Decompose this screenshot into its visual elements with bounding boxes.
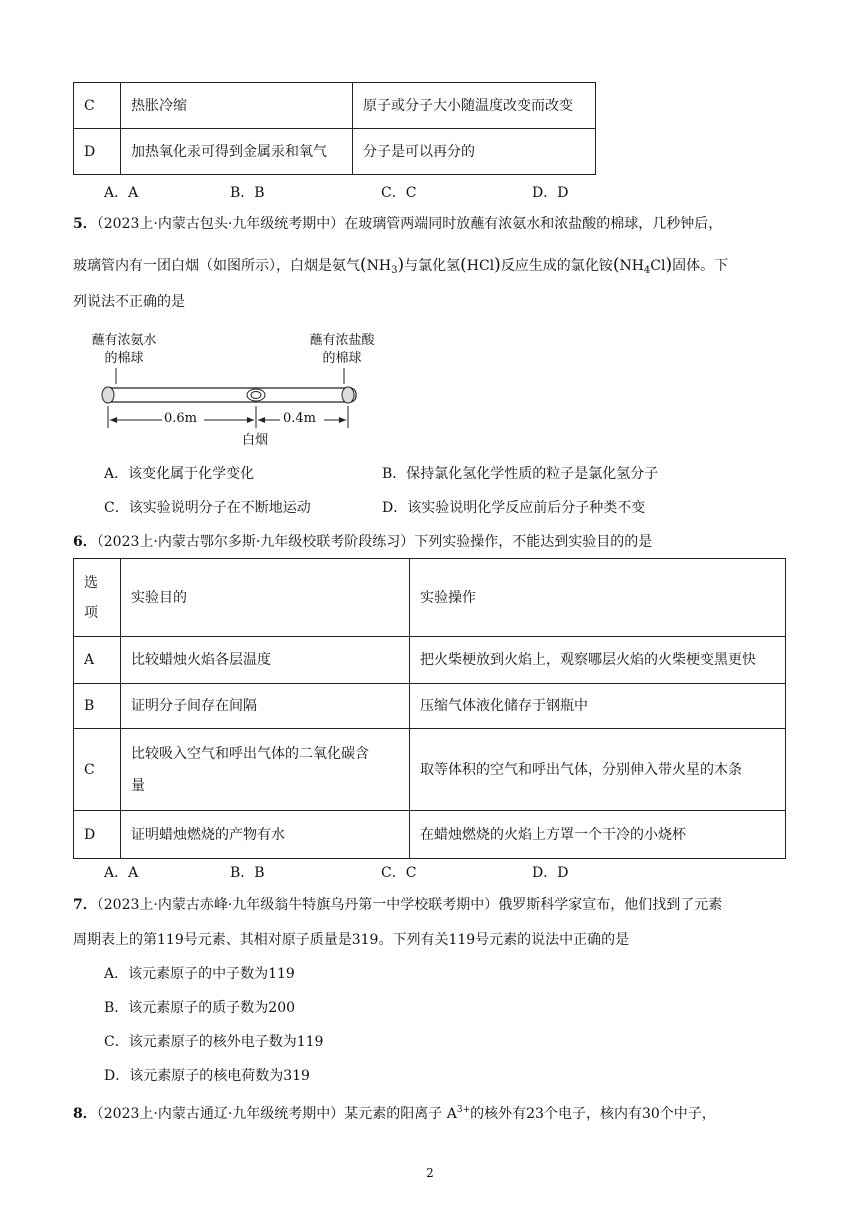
operation-cell: 把火柴梗放到火焰上，观察哪层火焰的火柴梗变黑更快	[410, 637, 786, 684]
option-cell: B	[74, 684, 121, 729]
q4-option-c[interactable]: C．C	[381, 185, 417, 201]
option-cell: D	[74, 811, 121, 859]
left-cotton-ball	[102, 387, 114, 403]
table-row	[74, 637, 786, 684]
purpose-cell: 证明分子间存在间隔	[121, 684, 410, 729]
q5-text-2c: 反应生成的氯化铵	[500, 258, 613, 274]
q5-stem-line2: 玻璃管内有一团白烟（如图所示），白烟是氨气$(NH_3)$与氯化氢(HCl)反应生成的氯化铵$(NH_4Cl)$固体。下	[73, 255, 729, 276]
operation-cell: 取等体积的空气和呼出气体，分别伸入带火星的木条	[410, 729, 786, 811]
option-cell: A	[74, 637, 121, 684]
smoke-label: 白烟	[242, 433, 269, 448]
q6-number: 6．	[73, 534, 97, 550]
q5-choice-a[interactable]: A．该变化属于化学变化	[104, 466, 255, 482]
q7-choice-c[interactable]: C．该元素原子的核外电子数为119	[104, 1034, 324, 1050]
q8-text-1b: 的核外有23个电子，核内有30个中子，	[470, 1106, 716, 1122]
q5-stem-line3: 列说法不正确的是	[73, 294, 185, 310]
q8-stem-line1	[73, 1099, 793, 1125]
q5-text-2d: 固体。下	[672, 258, 729, 274]
right-cotton-ball	[342, 387, 354, 403]
formula-nh4cl: NH	[619, 258, 644, 274]
table-row	[74, 684, 786, 729]
table-row	[74, 811, 786, 859]
q4-option-d[interactable]: D．D	[532, 185, 569, 201]
header-option-line1: 选	[84, 574, 98, 591]
q7-stem-line1	[73, 894, 793, 916]
q5-text-1: （2023上·内蒙古包头·九年级统考期中）在玻璃管两端同时放蘸有浓氨水和浓盐酸的棉球，几秒钟后，	[96, 216, 723, 232]
q5-choice-d[interactable]: D．该实验说明化学反应前后分子种类不变	[382, 500, 646, 516]
header-option-cell	[74, 559, 121, 637]
q4-options	[104, 182, 804, 204]
q6-option-c[interactable]: C．C	[381, 865, 417, 881]
glass-tube-figure	[80, 330, 380, 450]
q7-number: 7．	[73, 897, 97, 913]
q6-stem-line1	[73, 531, 793, 553]
q6-table	[73, 558, 786, 859]
q6-option-d[interactable]: D．D	[532, 865, 569, 881]
q4-option-b[interactable]: B．B	[230, 185, 265, 201]
purpose-line2: 量	[131, 777, 145, 794]
option-cell: D	[74, 129, 121, 175]
q4-table	[73, 82, 596, 175]
table-row	[74, 729, 786, 811]
right-label-line2: 的棉球	[322, 351, 362, 366]
q7-choice-b[interactable]: B．该元素原子的质子数为200	[104, 1000, 296, 1016]
left-label-line1: 蘸有浓氨水	[91, 333, 157, 348]
operation-cell: 在蜡烛燃烧的火焰上方罩一个干冷的小烧杯	[410, 811, 786, 859]
explanation-cell: 原子或分子大小随温度改变而改变	[353, 83, 596, 129]
right-label-line1: 蘸有浓盐酸	[309, 333, 375, 348]
q7-text-1: （2023上·内蒙古赤峰·九年级翁牛特旗乌丹第一中学校联考期中）俄罗斯科学家宣布，他们找到了元素	[96, 897, 723, 913]
table-header-row	[74, 559, 786, 637]
q8-number: 8．	[73, 1106, 97, 1122]
header-operation-cell: 实验操作	[410, 559, 786, 637]
formula-hcl: HCl	[466, 258, 495, 274]
formula-nh4cl-sub: 4	[643, 265, 651, 276]
formula-nh3-sub: 3	[391, 265, 398, 276]
operation-cell: 压缩气体液化储存于钢瓶中	[410, 684, 786, 729]
q7-stem-line2: 周期表上的第119号元素、其相对原子质量是319。下列有关119号元素的说法中正确的是	[73, 932, 630, 948]
left-distance-label: 0.6m	[164, 411, 198, 426]
header-option-line2: 项	[84, 604, 98, 621]
q5-text-2a: 玻璃管内有一团白烟（如图所示），白烟是氨气	[73, 258, 360, 274]
q6-option-a[interactable]: A．A	[104, 865, 139, 881]
header-purpose-cell: 实验目的	[121, 559, 410, 637]
purpose-cell: 比较蜡烛火焰各层温度	[121, 637, 410, 684]
purpose-line1: 比较吸入空气和呼出气体的二氧化碳含	[131, 745, 369, 762]
formula-nh4cl-cl: Cl	[650, 258, 666, 274]
table-row	[74, 83, 596, 129]
q6-options	[104, 862, 804, 884]
option-cell: C	[74, 83, 121, 129]
phenomenon-cell: 加热氧化汞可得到金属汞和氧气	[121, 129, 353, 175]
right-distance-label: 0.4m	[283, 411, 317, 426]
page-number: 2	[426, 1166, 434, 1180]
q8-charge-sup: 3+	[456, 1105, 471, 1115]
formula-nh3: NH	[366, 258, 392, 274]
q5-stem-line1	[73, 213, 793, 235]
explanation-cell: 分子是可以再分的	[353, 129, 596, 175]
q7-choice-a[interactable]: A．该元素原子的中子数为119	[104, 966, 295, 982]
q5-choice-b[interactable]: B．保持氯化氢化学性质的粒子是氯化氢分子	[382, 466, 659, 482]
q6-option-b[interactable]: B．B	[230, 865, 265, 881]
phenomenon-cell: 热胀冷缩	[121, 83, 353, 129]
tube-diagram	[80, 330, 380, 450]
q7-choice-d[interactable]: D．该元素原子的核电荷数为319	[104, 1068, 310, 1084]
q5-choice-c[interactable]: C．该实验说明分子在不断地运动	[104, 500, 311, 516]
table-row	[74, 129, 596, 175]
q6-text-1: （2023上·内蒙古鄂尔多斯·九年级校联考阶段练习）下列实验操作，不能达到实验目的的是	[96, 534, 653, 550]
q5-text-2b: 与氯化氢	[404, 258, 461, 274]
q4-option-a[interactable]: A．A	[104, 185, 139, 201]
q8-text-1a: （2023上·内蒙古通辽·九年级统考期中）某元素的阳离子 A	[96, 1106, 457, 1122]
purpose-cell	[121, 729, 410, 811]
q5-number: 5．	[73, 216, 97, 232]
option-cell: C	[74, 729, 121, 811]
left-label-line2: 的棉球	[104, 351, 144, 366]
purpose-cell: 证明蜡烛燃烧的产物有水	[121, 811, 410, 859]
